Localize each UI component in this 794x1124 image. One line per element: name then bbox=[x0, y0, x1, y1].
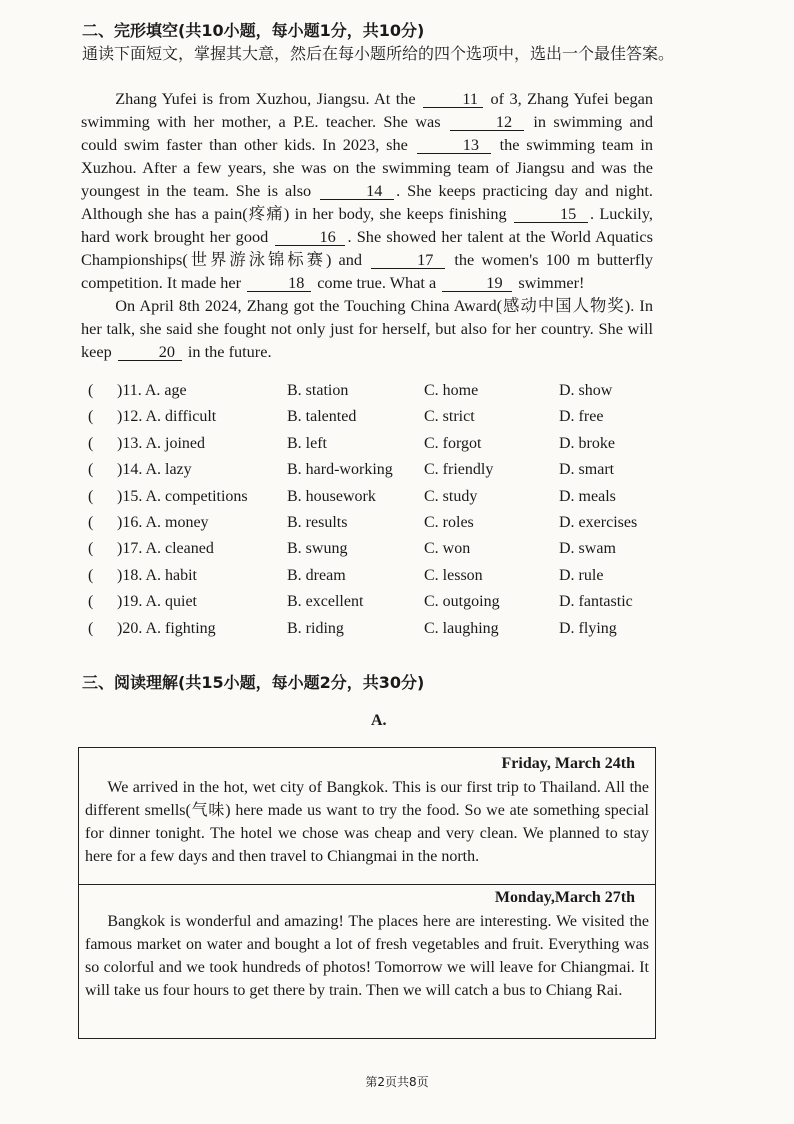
option-d: D. exercises bbox=[559, 513, 638, 531]
option-c: C. friendly bbox=[424, 461, 494, 479]
diary-date: Friday, March 24th bbox=[501, 755, 635, 772]
question-16 bbox=[88, 514, 688, 540]
answer-paren: ( bbox=[88, 513, 94, 531]
question-17 bbox=[88, 540, 688, 566]
diary-text: We arrived in the hot, wet city of Bangkok. This is our first trip to Thailand. All the different smells(气味) here made us want to try the food. So we ate something special for dinner tonight. The hotel we chose was cheap and very clean. We planned to stay here for a few days and then travel to Chiangmai in the north. bbox=[85, 779, 649, 865]
section-2-instruction: 通读下面短文，掌握其大意，然后在每小题所给的四个选项中，选出一个最佳答案。 bbox=[82, 44, 675, 63]
option-d: D. rule bbox=[559, 566, 604, 584]
option-c: C. roles bbox=[424, 513, 474, 531]
blank-15: 15 bbox=[514, 205, 588, 223]
blank-19: 19 bbox=[442, 274, 512, 292]
option-b: B. dream bbox=[287, 566, 346, 584]
answer-paren: ( bbox=[88, 593, 94, 611]
question-12 bbox=[88, 408, 688, 434]
blank-18: 18 bbox=[247, 274, 311, 292]
answer-paren: ( bbox=[88, 566, 94, 584]
answer-paren: ( bbox=[88, 382, 94, 399]
option-a: )11. A. age bbox=[117, 382, 187, 399]
option-a: )13. A. joined bbox=[117, 434, 205, 452]
section-3-title: 三、阅读理解(共15小题，每小题2分，共30分) bbox=[82, 673, 425, 692]
diary-entry-2 bbox=[79, 884, 655, 1037]
passage-text: the swimming team in Xuzhou. After a few years, she was on the swimming team of Jiangsu and was the youngest in the team. She is also bbox=[81, 135, 654, 200]
option-b: B. left bbox=[287, 434, 327, 452]
answer-options bbox=[88, 382, 688, 646]
page-number: 第2页共8页 bbox=[365, 1075, 429, 1089]
answer-paren: ( bbox=[88, 619, 94, 637]
option-c: C. lesson bbox=[424, 566, 483, 584]
option-c: C. strict bbox=[424, 408, 475, 426]
passage-text: . She keeps practicing day and night. Although she has a pain(疼痛) in her body, she keeps finishing bbox=[81, 181, 654, 223]
option-d: D. meals bbox=[559, 487, 616, 505]
blank-17: 17 bbox=[371, 251, 445, 269]
option-d: D. flying bbox=[559, 619, 617, 637]
passage-text: . She showed her talent at the World Aquatics Championships(世界游泳锦标赛) and bbox=[81, 227, 653, 269]
blank-13: 13 bbox=[417, 136, 491, 154]
question-20 bbox=[88, 620, 688, 646]
option-c: C. home bbox=[424, 382, 479, 399]
option-b: B. swung bbox=[287, 540, 348, 558]
section-2-title: 二、完形填空(共10小题，每小题1分，共10分) bbox=[82, 21, 425, 40]
question-13 bbox=[88, 435, 688, 461]
part-a-label: A. bbox=[371, 712, 387, 729]
passage-text: swimmer! bbox=[518, 273, 585, 292]
passage-text: On April 8th 2024, Zhang got the Touching China Award(感动中国人物奖). In her talk, she said she fought not only just for herself, but also for her country. She will keep bbox=[81, 296, 653, 361]
passage-text: in swimming and could swim faster than other kids. In 2023, she bbox=[81, 112, 653, 154]
option-a: )19. A. quiet bbox=[117, 593, 197, 611]
option-b: B. excellent bbox=[287, 593, 364, 611]
option-b: B. results bbox=[287, 513, 348, 531]
option-a: )14. A. lazy bbox=[117, 461, 192, 479]
diary-box bbox=[78, 747, 656, 1039]
question-18 bbox=[88, 567, 688, 593]
option-b: B. station bbox=[287, 382, 349, 399]
option-d: D. fantastic bbox=[559, 593, 633, 611]
question-15 bbox=[88, 488, 688, 514]
option-c: C. won bbox=[424, 540, 471, 558]
option-c: C. study bbox=[424, 487, 478, 505]
blank-11: 11 bbox=[423, 90, 483, 108]
option-a: )18. A. habit bbox=[117, 566, 197, 584]
diary-date: Monday,March 27th bbox=[494, 889, 635, 906]
question-19 bbox=[88, 593, 688, 619]
option-b: B. talented bbox=[287, 408, 357, 426]
option-d: D. smart bbox=[559, 461, 615, 479]
option-a: )12. A. difficult bbox=[117, 408, 217, 426]
option-b: B. hard-working bbox=[287, 461, 393, 479]
option-c: C. laughing bbox=[424, 619, 499, 637]
option-c: C. outgoing bbox=[424, 593, 500, 611]
passage-paragraph-1 bbox=[81, 87, 653, 294]
passage-text: the women's 100 m butterfly competition. It made her bbox=[81, 250, 653, 292]
passage-text: . Luckily, hard work brought her good bbox=[81, 204, 653, 246]
cloze-passage bbox=[81, 87, 653, 363]
blank-20: 20 bbox=[118, 343, 182, 361]
option-d: D. show bbox=[559, 382, 613, 399]
question-11 bbox=[88, 382, 688, 408]
passage-text: of 3, Zhang Yufei began swimming with her mother, a P.E. teacher. She was bbox=[81, 89, 654, 131]
option-b: B. housework bbox=[287, 487, 376, 505]
option-a: )15. A. competitions bbox=[117, 487, 248, 505]
passage-paragraph-2 bbox=[81, 294, 653, 363]
answer-paren: ( bbox=[88, 461, 94, 479]
option-a: )17. A. cleaned bbox=[117, 540, 214, 558]
option-d: D. free bbox=[559, 408, 604, 426]
question-14 bbox=[88, 461, 688, 487]
answer-paren: ( bbox=[88, 487, 94, 505]
option-a: )20. A. fighting bbox=[117, 619, 216, 637]
passage-text: in the future. bbox=[187, 342, 272, 361]
option-b: B. riding bbox=[287, 619, 344, 637]
answer-paren: ( bbox=[88, 540, 94, 558]
blank-12: 12 bbox=[450, 113, 524, 131]
answer-paren: ( bbox=[88, 434, 94, 452]
option-d: D. broke bbox=[559, 434, 615, 452]
diary-entry-1 bbox=[79, 751, 655, 884]
blank-16: 16 bbox=[275, 228, 345, 246]
option-c: C. forgot bbox=[424, 434, 482, 452]
blank-14: 14 bbox=[320, 182, 394, 200]
passage-text: come true. What a bbox=[317, 273, 437, 292]
passage-text: Zhang Yufei is from Xuzhou, Jiangsu. At the bbox=[115, 89, 416, 108]
answer-paren: ( bbox=[88, 408, 94, 426]
option-a: )16. A. money bbox=[117, 513, 209, 531]
diary-text: Bangkok is wonderful and amazing! The places here are interesting. We visited the famous market on water and bought a lot of fresh vegetables and fruit. Everything was so colorful and we took hundreds of photos! Tomorrow we will leave for Chiangmai. It will take us four hours to get there by train. Then we will catch a bus to Chiang Rai. bbox=[85, 913, 649, 999]
option-d: D. swam bbox=[559, 540, 616, 558]
